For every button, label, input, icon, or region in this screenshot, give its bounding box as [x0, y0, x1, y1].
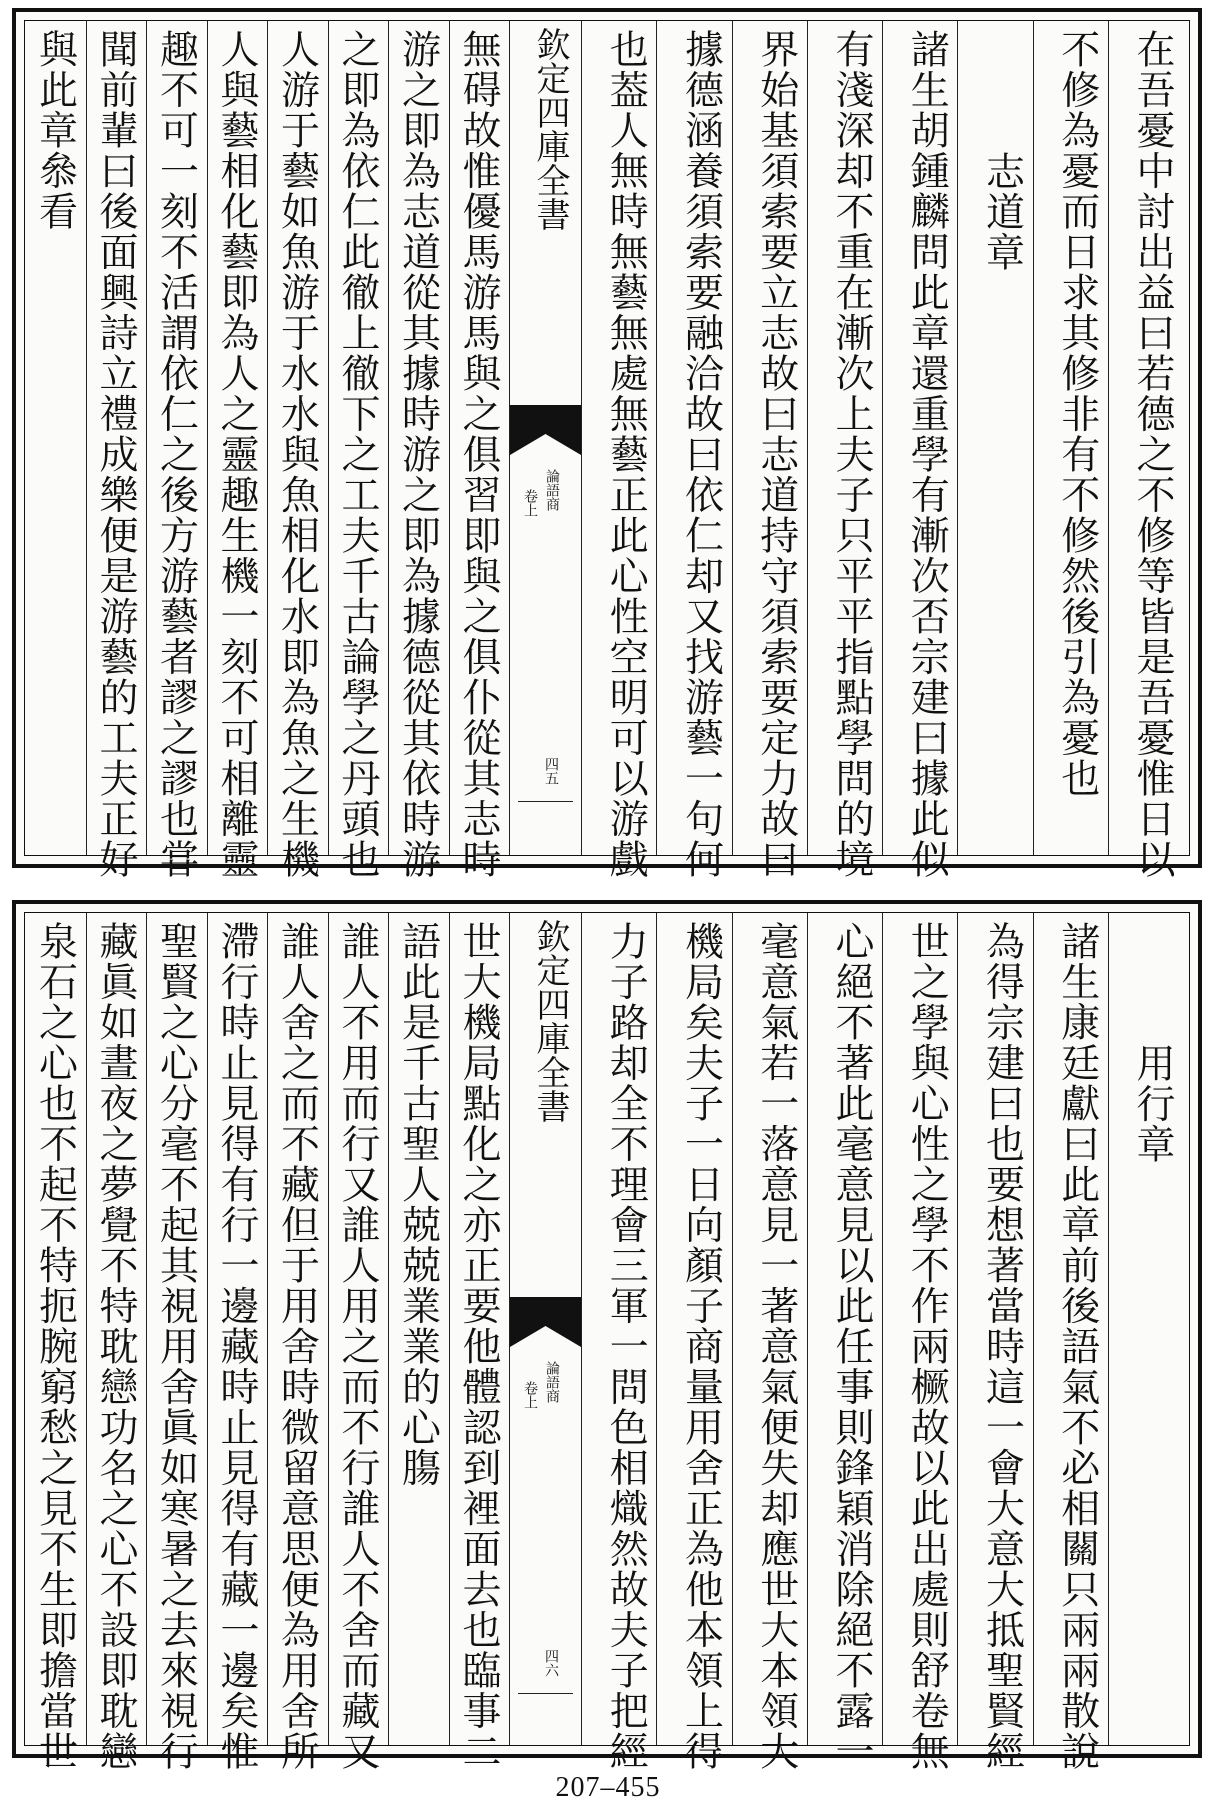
volume-title: 論語商	[544, 1361, 560, 1403]
text-column	[328, 21, 389, 880]
page-number: 207–455	[555, 1772, 661, 1803]
column-text: 誰人舍之而不藏但于用舍時微留意思便為用舍所	[274, 921, 320, 1772]
top-page	[12, 8, 1202, 880]
text-column	[581, 21, 656, 880]
text-column	[25, 21, 86, 855]
text-column	[656, 913, 731, 1772]
column-text: 誰人不用而行又誰人用之而不行誰人不舍而藏又	[335, 921, 380, 1772]
text-column	[388, 913, 449, 1745]
text-column	[86, 21, 147, 880]
column-text: 人游于藝如魚游于水水與魚相化水即為魚之生機	[274, 29, 320, 880]
top-page-columns	[25, 21, 1189, 880]
column-text: 有淺深却不重在漸次上夫子只平平指點學問的境	[829, 29, 874, 880]
text-column	[328, 913, 389, 1772]
book-spine	[509, 21, 581, 855]
text-column	[732, 913, 807, 1772]
folio-number: 四五	[543, 757, 559, 785]
text-column	[1108, 913, 1183, 1745]
column-text: 諸生胡鍾麟問此章還重學有漸次否宗建曰據此似	[904, 29, 950, 880]
column-text: 滯行時止見得有行一邊藏時止見得有藏一邊矣惟	[214, 921, 259, 1772]
column-text: 據德涵養須索要融洽故曰依仁却又找游藝一句何	[678, 29, 724, 880]
book-title: 欽定四庫全書	[530, 919, 570, 1123]
text-column	[656, 21, 731, 880]
text-column	[957, 913, 1032, 1772]
folio-number: 四六	[543, 1649, 559, 1677]
column-text: 語此是千古聖人兢兢業業的心膓	[395, 921, 441, 1488]
bottom-page	[12, 900, 1202, 1772]
fish-tail-ornament	[510, 405, 581, 455]
text-column	[732, 21, 807, 880]
volume-number: 卷上	[522, 489, 538, 517]
text-column	[207, 913, 268, 1772]
column-text: 趣不可一刻不活謂依仁之後方游藝者謬之謬也甞	[153, 29, 199, 880]
volume-title: 論語商	[544, 469, 560, 511]
text-column	[581, 913, 656, 1772]
column-text: 不修為憂而日求其修非有不修然後引為憂也	[1054, 29, 1100, 799]
column-text: 在吾憂中討出益曰若德之不修等皆是吾憂惟日以	[1130, 29, 1175, 880]
text-column	[882, 913, 957, 1772]
text-column	[882, 21, 957, 880]
top-page-frame	[24, 20, 1190, 880]
column-text: 世之學與心性之學不作兩橛故以此出處則舒卷無	[904, 921, 950, 1772]
text-column	[267, 913, 328, 1772]
column-text: 泉石之心也不起不特扼腕窮愁之見不生即擔當世	[32, 921, 78, 1772]
book-spine	[509, 913, 581, 1745]
bottom-page-frame	[24, 912, 1190, 1772]
text-column	[807, 913, 882, 1772]
column-text: 世大機局點化之亦正要他體認到裡面去也臨事二	[456, 921, 501, 1772]
text-column	[267, 21, 328, 880]
chapter-title: 用行章	[1130, 1043, 1175, 1165]
column-text: 人與藝相化藝即為人之靈趣生機一刻不可相離靈	[214, 29, 259, 880]
text-column	[1033, 913, 1108, 1772]
column-text: 界始基須索要立志故曰志道持守須索要定力故曰	[753, 29, 799, 880]
text-column	[1108, 21, 1183, 880]
text-column	[1033, 21, 1108, 855]
column-text: 游之即為志道從其據時游之即為據德從其依時游	[395, 29, 441, 880]
text-column	[146, 913, 207, 1772]
folio-rule	[518, 801, 573, 802]
column-text: 無碍故惟優馬游馬與之俱習即與之俱仆從其志時	[456, 29, 501, 880]
column-text: 機局矣夫子一日向顏子商量用舍正為他本領上得	[678, 921, 724, 1772]
column-text: 也葢人無時無藝無處無藝正此心性空明可以游戲	[603, 29, 649, 880]
text-column	[146, 21, 207, 880]
column-text: 毫意氣若一落意見一著意氣便失却應世大本領大	[753, 921, 799, 1772]
text-column	[957, 21, 1032, 855]
column-text: 為得宗建曰也要想著當時這一會大意大抵聖賢經	[979, 921, 1025, 1772]
column-text: 之即為依仁此徹上徹下之工夫千古論學之丹頭也	[335, 29, 380, 880]
bottom-page-columns	[25, 913, 1189, 1772]
folio-rule	[518, 1693, 573, 1694]
volume-number: 卷上	[522, 1381, 538, 1409]
text-column	[449, 913, 510, 1772]
text-column	[86, 913, 147, 1772]
column-text: 與此章叅看	[32, 29, 78, 232]
column-text: 聞前輩曰後面興詩立禮成樂便是游藝的工夫正好	[93, 29, 138, 880]
text-column	[207, 21, 268, 880]
column-text: 心絕不著此毫意見以此任事則鋒穎消除絕不露一	[829, 921, 874, 1772]
text-column	[449, 21, 510, 880]
text-column	[25, 913, 86, 1772]
column-text: 諸生康廷獻曰此章前後語氣不必相關只兩兩散說	[1054, 921, 1100, 1772]
chapter-title: 志道章	[979, 151, 1025, 273]
column-text: 藏眞如晝夜之夢覺不特耽戀功名之心不設即耽戀	[93, 921, 138, 1772]
column-text: 力子路却全不理會三軍一問色相熾然故夫子把經	[603, 921, 649, 1772]
book-title: 欽定四庫全書	[530, 27, 570, 231]
text-column	[807, 21, 882, 880]
fish-tail-ornament	[510, 1297, 581, 1347]
text-column	[388, 21, 449, 880]
column-text: 聖賢之心分毫不起其視用舍眞如寒暑之去來視行	[153, 921, 199, 1772]
